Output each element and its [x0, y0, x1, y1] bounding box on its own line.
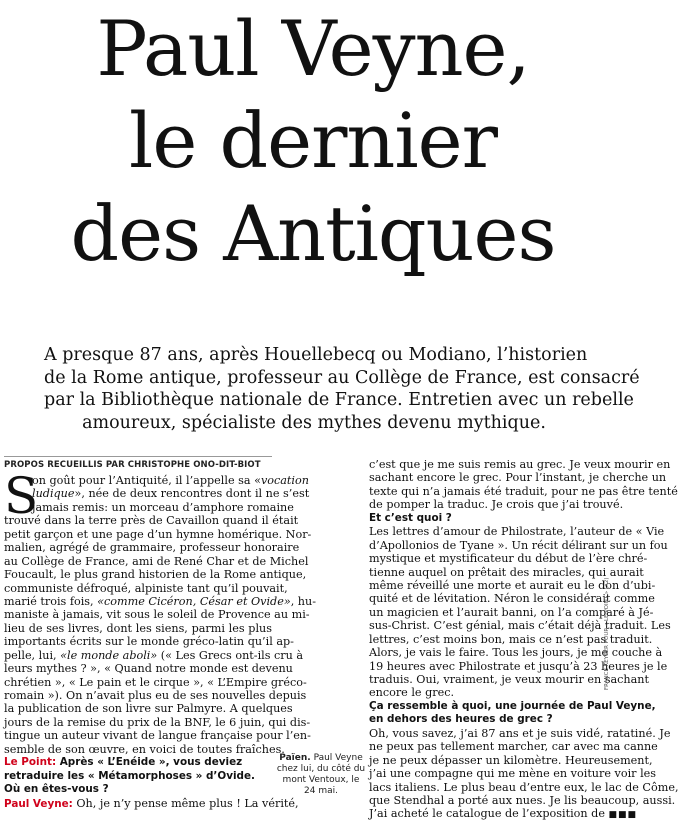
interview-question: Ça ressemble à quoi, une journée de Paul Veyne,	[369, 699, 656, 712]
interview-question: retraduire les « Métamorphoses » d’Ovide.	[4, 769, 255, 782]
interview-answer	[4, 796, 299, 810]
italic-text: ludique	[32, 487, 75, 501]
text-line: communiste défroqué, alpiniste tant qu’il pouvait,	[4, 581, 288, 595]
continuation-squares-icon: ■■■	[608, 810, 638, 821]
caption-title: Païen.	[279, 753, 311, 763]
text-line: c’est que je me suis remis au grec. Je veux mourir en	[369, 458, 671, 471]
text-line: romain »). On n’avait plus eu de ses nouvelles depuis	[4, 689, 307, 702]
interview-question: Où en êtes-vous ?	[4, 783, 109, 796]
interview-question: en dehors des heures de grec ?	[369, 713, 553, 726]
text-line: sachant encore le grec. Pour l’instant, je cherche un	[369, 471, 667, 485]
text-line: la publication de son livre sur Palmyre. A quelques	[4, 702, 293, 716]
text-line: pelle, lui, «le monde aboli» (« Les Grecs ont-ils cru à	[4, 648, 304, 662]
interview-question	[4, 756, 272, 769]
right-column	[369, 458, 679, 821]
divider	[4, 456, 272, 457]
byline: PROPOS RECUEILLIS PAR CHRISTOPHE ONO-DIT-BIOT	[4, 460, 261, 470]
text-line: lieu de ses livres, dont les siens, parmi les plus	[4, 621, 272, 635]
text-line: Foucault, le plus grand historien de la Rome antique,	[4, 568, 307, 582]
text-line: petit garçon et une page d’un hymne homérique. Nor-	[4, 527, 312, 541]
interview-question: Et c’est quoi ?	[369, 511, 452, 524]
text-line: jours de la remise du prix de la BNF, le 6 juin, qui dis-	[4, 715, 311, 729]
text-line: quité et de lévitation. Néron le considérait comme	[369, 592, 655, 606]
text-line: on goût pour l’Antiquité, il l’appelle sa «vocation	[32, 474, 309, 487]
text-line: lettres, c’est moins bon, mais ce n’est pas traduit.	[369, 632, 653, 646]
text-line: traduis. Oui, vraiment, je veux mourir en sachant	[369, 673, 650, 686]
photo-credit: FRANCE KEYSER POUR « LE POINT » (X2)	[604, 577, 610, 690]
text-line: que Stendhal a porté aux nues. Je lis beaucoup, aussi.	[369, 793, 676, 807]
drop-cap: S	[4, 467, 39, 525]
text-line: sus-Christ. C’est génial, mais c’était déjà traduit. Les	[369, 619, 671, 633]
text-line: 19 heures avec Philostrate et jusqu’à 23 heures je le	[369, 659, 668, 673]
text-line: tienne auquel on prêtait des miracles, qui aurait	[369, 565, 644, 579]
answer-text: Oh, je n’y pense même plus ! La vérité,	[72, 796, 299, 810]
speaker-le-point: Le Point:	[4, 756, 57, 769]
text-line	[369, 807, 638, 821]
headline-line-3: des Antiques	[70, 189, 556, 278]
standfirst	[44, 344, 640, 434]
headline	[0, 0, 626, 300]
caption-text: Paul Veyne chez lui, du côté du mont Ventoux, le 24 mai.	[276, 753, 366, 796]
photo-caption	[276, 753, 366, 797]
text-line: lacs italiens. Le plus beau d’entre eux, le lac de Côme,	[369, 780, 679, 794]
text-line: encore le grec.	[369, 686, 455, 700]
text-line: tingue un auteur vivant de langue française pour l’en-	[4, 729, 311, 743]
text-line: ludique», née de deux rencontres dont il ne s’est	[32, 487, 310, 501]
text-line: jamais remis: un morceau d’amphore romaine	[32, 500, 294, 514]
standfirst-line: A presque 87 ans, après Houellebecq ou Modiano, l’historien	[44, 345, 588, 365]
text-line: Les lettres d’amour de Philostrate, l’auteur de « Vie	[369, 525, 665, 539]
text-line: d’Apollonios de Tyane ». Un récit délirant sur un fou	[369, 538, 668, 552]
text-line: j’ai une compagne qui me mène en voiture voir les	[369, 767, 657, 781]
text-line: importants écrits sur le monde gréco-latin qu’il ap-	[4, 635, 294, 649]
text-line: de pomper la traduc. Je crois que j’ai trouvé.	[369, 498, 624, 512]
text-line: marié trois fois, «comme Cicéron, César et Ovide», hu-	[4, 594, 316, 608]
text-line: leurs mythes ? », « Quand notre monde est devenu	[4, 662, 293, 676]
text-line: même réveillé une morte et aurait eu le don d’ubi-	[369, 578, 656, 592]
text-line: malien, agrégé de grammaire, professeur honoraire	[4, 541, 300, 555]
italic-text: vocation	[260, 474, 309, 487]
text-line: ne peux pas tellement marcher, car avec ma canne	[369, 740, 658, 754]
speaker-paul-veyne: Paul Veyne:	[4, 797, 73, 810]
standfirst-line: de la Rome antique, professeur au Collège de France, est consacré	[44, 367, 640, 388]
headline-line-1: Paul Veyne,	[96, 4, 530, 93]
text-line: texte qui n’a jamais été traduit, pour ne pas être tenté	[369, 484, 678, 498]
text-line: semble de son œuvre, en voici de toutes fraîches.	[4, 742, 285, 756]
text-line: chrétien », « Le pain et le cirque », « L’Empire gréco-	[4, 675, 307, 689]
text-line: Alors, je vais le faire. Tous les jours, je me couche à	[369, 646, 663, 660]
text-line: trouvé dans la terre près de Cavaillon quand il était	[4, 514, 299, 528]
italic-text: «comme Cicéron, César et Ovide»	[97, 594, 291, 608]
text-line: maniste à jamais, vit sous le soleil de Provence au mi-	[4, 608, 310, 622]
italic-text: «le monde aboli»	[60, 648, 158, 662]
standfirst-line: amoureux, spécialiste des mythes devenu mythique.	[82, 412, 546, 433]
text-line: je ne peux dépasser un kilomètre. Heureusement,	[369, 753, 653, 767]
text-line: au Collège de France, ami de René Char et de Michel	[4, 554, 309, 568]
text-line: Oh, vous savez, j’ai 87 ans et je suis vidé, ratatiné. Je	[369, 726, 671, 740]
text-line: un magicien et l’aurait banni, on l’a comparé à Jé-	[369, 605, 654, 619]
text-fragment: J’ai acheté le catalogue de l’exposition de	[369, 807, 605, 821]
text-line: mystique et mystificateur du début de l’ère chré-	[369, 552, 648, 566]
headline-line-2: le dernier	[129, 96, 497, 185]
question-text: Après « L’Enéide », vous deviez	[56, 756, 243, 769]
standfirst-line: par la Bibliothèque nationale de France. Entretien avec un rebelle	[44, 390, 634, 410]
